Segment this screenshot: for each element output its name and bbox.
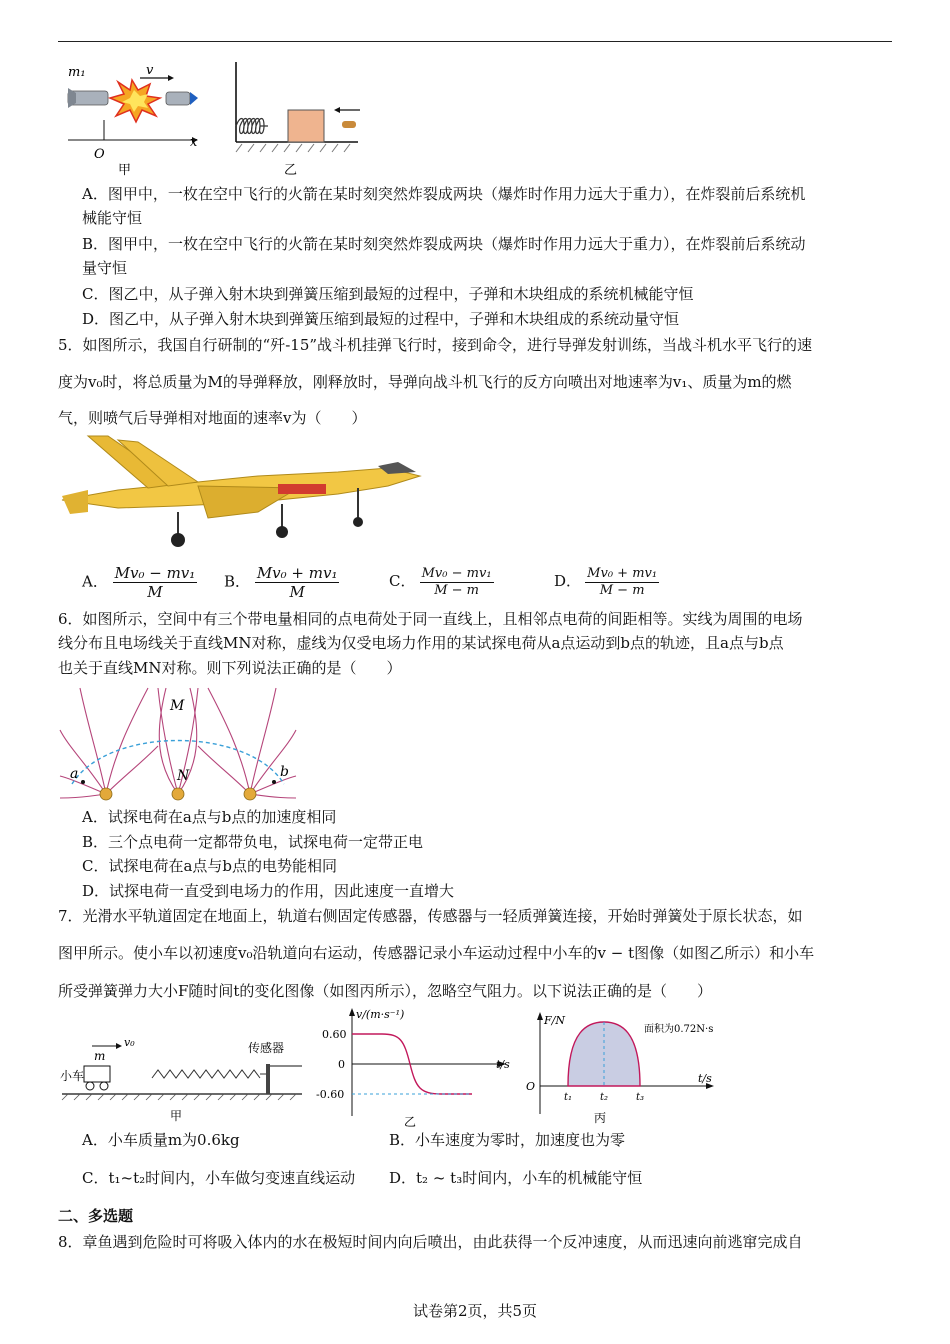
q5-option-a: A． $\frac{\text{Mv₀ − mv₁}}{M}$ [82,564,196,601]
figure-yi-label-q7: 乙 [404,1115,417,1128]
q5-option-d-fraction: $\frac{\text{Mv₀ + mv₁}}{M - m}$ [587,566,658,598]
rocket-mass-label: m₁ [68,65,86,80]
q7-stem-line2: 图甲所示。使小车以初速度v₀沿轨道向右运动，传感器记录小车运动过程中小车的v − t图像（如图乙所示）和小车 [58,944,815,962]
q5-option-b: B． $\frac{\text{Mv₀ + mv₁}}{M}$ [224,564,338,601]
q4-option-d: D．图乙中，从子弹入射木块到弹簧压缩到最短的过程中，子弹和木块组成的系统动量守恒 [82,310,680,328]
field-label-a: a [70,766,79,782]
ft-xlabel: t/s [698,1072,712,1085]
q7-option-b: B．小车速度为零时，加速度也为零 [389,1131,626,1149]
q4-option-c: C．图乙中，从子弹入射木块到弹簧压缩到最短的过程中，子弹和木块组成的系统机械能守恒 [82,285,694,303]
q5-stem-line2: 度为v₀时，将总质量为M的导弹释放，刚释放时，导弹向战斗机飞行的反方向喷出对地速率为v₁、质量为m的燃 [58,373,792,391]
q4-option-b-cont: 量守恒 [82,259,128,277]
q6-option-a: A．试探电荷在a点与b点的加速度相同 [82,808,337,826]
field-label-b: b [280,764,289,780]
q7-option-a: A．小车质量m为0.6kg [82,1131,240,1149]
cart-mass-label: m [94,1049,106,1063]
vt-tick-top: 0.60 [322,1028,347,1041]
ft-t2: t₂ [600,1092,609,1103]
q6-option-c: C．试探电荷在a点与b点的电势能相同 [82,857,338,875]
cart-spring-sensor-figure [58,1030,308,1125]
q6-option-b: B．三个点电荷一定都带负电，试探电荷一定带正电 [82,833,424,851]
q6-stem-line1: 6．如图所示，空间中有三个带电量相同的点电荷处于同一直线上，且相邻点电荷的间距相等。实线为周围的电场 [58,610,803,628]
cart-label: 小车 [60,1069,85,1083]
ft-ylabel: F/N [544,1014,565,1027]
ft-origin: O [526,1080,536,1093]
q5-option-c-fraction: $\frac{\text{Mv₀ − mv₁}}{M - m}$ [421,566,492,598]
q6-stem-line3: 也关于直线MN对称。则下列说法正确的是（ ） [58,659,402,677]
q7-stem-line3: 所受弹簧弹力大小F随时间t的变化图像（如图丙所示），忽略空气阻力。以下说法正确的是（ ） [58,982,712,1000]
electric-field-figure [58,686,298,804]
area-annotation: 面积为0.72N·s [644,1024,714,1035]
q8-stem-line1: 8．章鱼遇到危险时可将吸入体内的水在极短时间内向后喷出，由此获得一个反冲速度，从而迅速向前逃窜完成自 [58,1233,803,1251]
q4-option-b: B．图甲中，一枚在空中飞行的火箭在某时刻突然炸裂成两块（爆炸时作用力远大于重力），在炸裂前后系统动 [82,235,806,253]
ft-t3: t₃ [636,1092,645,1103]
force-time-graph [520,1010,730,1126]
vt-tick-zero: 0 [338,1058,345,1071]
field-label-m: M [170,698,185,714]
section-multiple-choice: 二、多选题 [58,1207,134,1225]
q7-stem-line1: 7．光滑水平轨道固定在地面上，轨道右侧固定传感器，传感器与一轻质弹簧连接，开始时弹簧处于原长状态，如 [58,907,803,925]
page-footer: 试卷第2页，共5页 [412,1302,538,1320]
ft-t1: t₁ [564,1092,573,1103]
field-label-n: N [177,768,190,784]
figure-jia-label-q7: 甲 [170,1109,183,1123]
vt-xlabel: t/s [496,1058,510,1071]
q5-stem-line1: 5．如图所示，我国自行研制的“歼-15”战斗机挂弹飞行时，接到命令，进行导弹发射训练，当战斗机水平飞行的速 [58,336,813,354]
header-rule [58,41,892,42]
q4-option-a: A．图甲中，一枚在空中飞行的火箭在某时刻突然炸裂成两块（爆炸时作用力远大于重力），在炸裂前后系统机 [82,185,806,203]
initial-velocity-label: v₀ [124,1036,135,1049]
q6-stem-line2: 线分布且电场线关于直线MN对称，虚线为仅受电场力作用的某试探电荷从a点运动到b点的轨迹，且a点与b点 [58,634,784,652]
q5-stem-line3: 气，则喷气后导弹相对地面的速率v为（ ） [58,409,367,427]
origin-label: O [94,147,105,162]
velocity-time-graph [312,1006,522,1128]
vt-tick-bottom: -0.60 [316,1088,345,1101]
q5-option-d: D． $\frac{\text{Mv₀ + mv₁}}{M - m}$ [554,566,658,598]
q7-option-c: C．t₁~t₂时间内，小车做匀变速直线运动 [82,1169,356,1187]
sensor-label: 传感器 [248,1041,285,1055]
q4-option-a-cont: 械能守恒 [82,209,143,227]
rocket-velocity-label: v [146,63,154,78]
q5-option-a-fraction: $\frac{\text{Mv₀ − mv₁}}{M}$ [114,564,196,601]
x-axis-label: x [190,135,198,150]
q6-option-d: D．试探电荷一直受到电场力的作用，因此速度一直增大 [82,882,455,900]
figure-bing-label: 丙 [594,1111,607,1125]
vt-ylabel: v/(m·s⁻¹) [356,1008,405,1021]
rocket-explosion-figure [60,58,210,178]
spring-block-figure [228,58,368,178]
figure-yi-label: 乙 [284,163,298,178]
q5-option-c: C． $\frac{\text{Mv₀ − mv₁}}{M - m}$ [389,566,492,598]
q5-option-b-fraction: $\frac{\text{Mv₀ + mv₁}}{M}$ [256,564,338,601]
figure-jia-label: 甲 [118,163,132,178]
q7-option-d: D．t₂ ~ t₃时间内，小车的机械能守恒 [389,1169,643,1187]
fighter-jet-figure [58,432,426,556]
